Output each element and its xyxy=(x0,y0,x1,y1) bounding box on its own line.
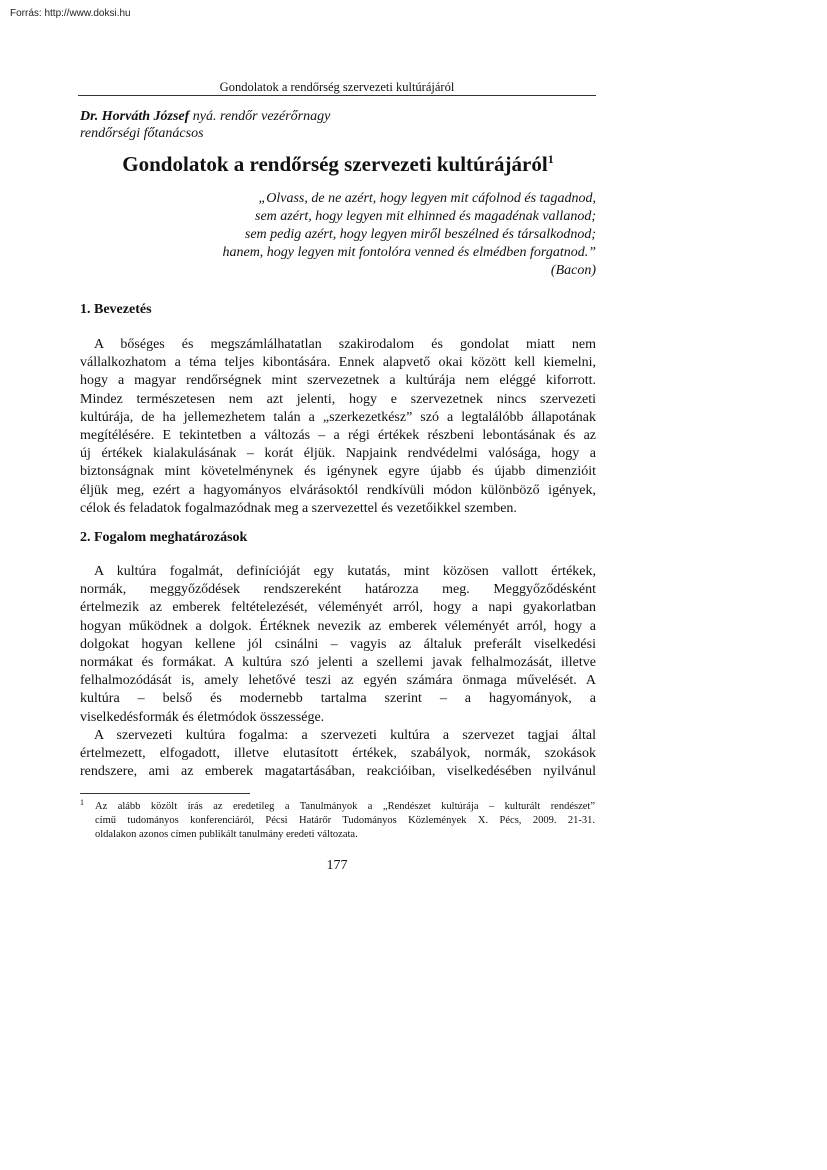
source-note: Forrás: http://www.doksi.hu xyxy=(10,8,131,19)
text-line: éljük meg, ezért a hagyományos elvárásoktól rendkívüli módon különböző igények, xyxy=(80,482,596,498)
footnote-line: Az alább közölt írás az eredetileg a Tanulmányok a „Rendészet kultúrája – kulturált rendészet” xyxy=(95,801,595,812)
footnote-line: oldalakon azonos címen publikált tanulmány eredeti változata. xyxy=(95,829,358,840)
text-line: dolgokat hogyan kellene jól csinálni – vagyis az általuk preferált viselkedési xyxy=(80,636,596,652)
text-line: hogy a magyar rendőrségnek mint szervezetnek a kultúrája nem eléggé kiforrott. xyxy=(80,373,596,389)
author-block xyxy=(80,108,330,142)
paragraph-culture-definition xyxy=(80,563,596,781)
text-line: új értékek kialakulásának – korát éljük. Napjaink rendvédelmi valósága, hogy a xyxy=(80,446,596,462)
paragraph-introduction xyxy=(80,336,596,518)
document-title-text: Gondolatok a rendőrség szervezeti kultúrájáról xyxy=(122,152,548,176)
footnote-rule xyxy=(80,793,250,794)
text-line: A kultúra fogalmát, definícióját egy kutatás, mint közösen vallott értékek, xyxy=(94,564,596,579)
document-title xyxy=(80,152,596,177)
text-line: kultúra – belső és modernebb tartalma szerint – a hagyományok, a xyxy=(80,691,596,707)
epigraph-line: sem pedig azért, hogy legyen miről beszélned és társalkodnod; xyxy=(244,227,596,242)
text-line: normákat és formákat. A kultúra szó jelenti a szellemi javak felhalmozását, illetve xyxy=(80,655,596,671)
section-heading-introduction: 1. Bevezetés xyxy=(80,302,152,317)
title-footnote-ref: 1 xyxy=(547,152,554,166)
epigraph-line: „Olvass, de ne azért, hogy legyen mit cáfolnod és tagadnod, xyxy=(258,191,596,206)
footnote-line: című tudományos konferenciáról, Pécsi Határőr Tudományos Közlemények X. Pécs, 2009. 21-31. xyxy=(95,815,595,826)
epigraph-attribution: (Bacon) xyxy=(550,263,596,278)
author-rank: nyá. rendőr vezérőrnagy xyxy=(189,109,331,124)
running-header: Gondolatok a rendőrség szervezeti kultúrájáról xyxy=(219,80,455,94)
text-line: megítélésére. E tekintetben a változás – a régi értékek részbeni lebontásának és az xyxy=(80,428,596,444)
text-line: viselkedésformák és életmódok összessége. xyxy=(80,709,325,725)
text-line: kultúrája, de ha jellemezhetem talán a „szerkezetkész” szó a legtalálóbb állapotának xyxy=(80,409,596,425)
text-line: hogyan működnek a dolgok. Értéknek nevezik az emberek véleményét arról, hogy a xyxy=(80,618,596,634)
header-rule xyxy=(78,95,596,96)
text-line: Mindez természetesen nem azt jelenti, hogy e szervezetnek nincs szervezeti xyxy=(80,391,596,407)
text-line: rendszere, ami az emberek magatartásában, reakcióiban, viselkedésében nyilvánul xyxy=(80,764,596,780)
text-line: biztonságnak mint követelménynek és igénynek egyre újabb és újabb dimenzióit xyxy=(80,464,596,480)
author-name: Dr. Horváth József xyxy=(80,109,190,124)
text-line: normák, meggyőződések rendszereként határozza meg. Meggyőződésként xyxy=(80,582,596,598)
author-position: rendőrségi főtanácsos xyxy=(80,126,204,141)
text-line: A szervezeti kultúra fogalma: a szervezeti kultúra a szervezet tagjai által xyxy=(94,727,596,743)
text-line: értelmezik az emberek feltételezését, véleményét arról, hogy a napi gyakorlatban xyxy=(80,600,596,616)
footnote-mark: 1 xyxy=(80,798,84,807)
text-line: A bőséges és megszámlálhatatlan szakirodalom és gondolat miatt nem xyxy=(94,337,596,352)
epigraph-line: hanem, hogy legyen mit fontolóra venned és elmédben forgatnod.” xyxy=(222,245,596,260)
epigraph-line: sem azért, hogy legyen mit elhinned és magadénak vallanod; xyxy=(255,209,596,224)
page-number: 177 xyxy=(326,858,348,873)
text-line: felhalmozódását is, amely lehetővé teszi az egyén számára önmaga művelését. A xyxy=(80,673,596,689)
text-line: értelmezett, elfogadott, illetve elutasított értékek, szabályok, normák, szokások xyxy=(80,746,596,762)
epigraph xyxy=(136,190,596,280)
footnote xyxy=(95,800,595,842)
text-line: célok és feladatok fogalmazódnak meg a szervezettel és vezetőikkel szemben. xyxy=(80,500,517,516)
section-heading-definitions: 2. Fogalom meghatározások xyxy=(80,530,248,545)
text-line: vállalkozhatom a téma teljes kibontására. Ennek alapvető okai között kell kiemelni, xyxy=(80,355,596,371)
